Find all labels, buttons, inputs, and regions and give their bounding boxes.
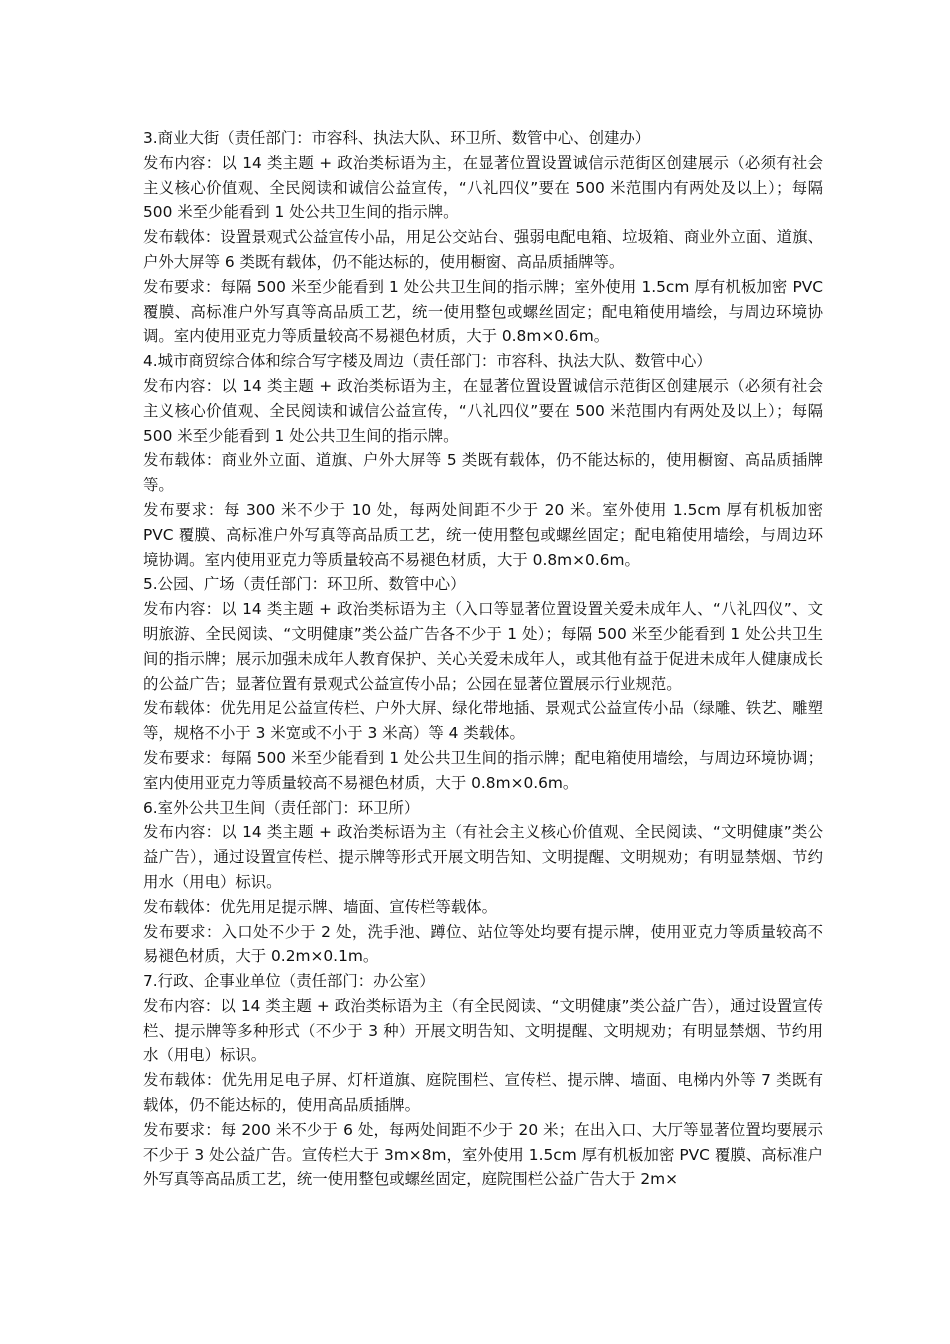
- section-6-heading: 6.室外公共卫生间（责任部门：环卫所）: [143, 798, 420, 817]
- section-3-requirement: 发布要求：每隔 500 米至少能看到 1 处公共卫生间的指示牌；室外使用 1.5cm 厚有机板加密 PVC 覆膜、高标准户外写真等高品质工艺，统一使用整包或螺丝固定；配电箱使用墙绘，与周边环境协调。室内使用亚克力等质量较高不易褪色材质，大于 0.8m×0.6m。: [143, 277, 823, 346]
- document-page: [143, 126, 823, 1192]
- section-4-carrier: 发布载体：商业外立面、道旗、户外大屏等 5 类既有载体，仍不能达标的，使用橱窗、高品质插牌等。: [143, 451, 823, 495]
- section-7-requirement: 发布要求：每 200 米不少于 6 处，每两处间距不少于 20 米；在出入口、大厅等显著位置均要展示不少于 3 处公益广告。宣传栏大于 3m×8m，室外使用 1.5cm 厚有机板加密 PVC 覆膜、高标准户外写真等高品质工艺，统一使用整包或螺丝固定，庭院围栏公益广告大于 2m×: [143, 1120, 823, 1189]
- section-7-carrier: 发布载体：优先用足电子屏、灯杆道旗、庭院围栏、宣传栏、提示牌、墙面、电梯内外等 7 类既有载体，仍不能达标的，使用高品质插牌。: [143, 1071, 823, 1115]
- section-5-carrier: 发布载体：优先用足公益宣传栏、户外大屏、绿化带地插、景观式公益宣传小品（绿雕、铁艺、雕塑等，规格不小于 3 米宽或不小于 3 米高）等 4 类载体。: [143, 699, 823, 743]
- section-6-carrier: 发布载体：优先用足提示牌、墙面、宣传栏等载体。: [143, 897, 497, 916]
- section-3-content: 发布内容：以 14 类主题 + 政治类标语为主，在显著位置设置诚信示范街区创建展示（必须有社会主义核心价值观、全民阅读和诚信公益宣传，“八礼四仪”要在 500 米范围内有两处及以上）；每隔 500 米至少能看到 1 处公共卫生间的指示牌。: [143, 153, 823, 222]
- section-7-heading: 7.行政、企事业单位（责任部门：办公室）: [143, 972, 435, 991]
- section-5-heading: 5.公园、广场（责任部门：环卫所、数管中心）: [143, 575, 466, 594]
- section-4-content: 发布内容：以 14 类主题 + 政治类标语为主，在显著位置设置诚信示范街区创建展示（必须有社会主义核心价值观、全民阅读和诚信公益宣传，“八礼四仪”要在 500 米范围内有两处及以上）；每隔 500 米至少能看到 1 处公共卫生间的指示牌。: [143, 376, 823, 445]
- section-5-requirement: 发布要求：每隔 500 米至少能看到 1 处公共卫生间的指示牌；配电箱使用墙绘，与周边环境协调；室内使用亚克力等质量较高不易褪色材质，大于 0.8m×0.6m。: [143, 748, 823, 792]
- section-4-heading: 4.城市商贸综合体和综合写字楼及周边（责任部门：市容科、执法大队、数管中心）: [143, 352, 712, 371]
- section-7-content: 发布内容：以 14 类主题 + 政治类标语为主（有全民阅读、“文明健康”类公益广告），通过设置宣传栏、提示牌等多种形式（不少于 3 种）开展文明告知、文明提醒、文明规劝；有明显禁烟、节约用水（用电）标识。: [143, 996, 823, 1065]
- section-3-heading: 3.商业大街（责任部门：市容科、执法大队、环卫所、数管中心、创建办）: [143, 129, 651, 147]
- section-4-requirement: 发布要求：每 300 米不少于 10 处，每两处间距不少于 20 米。室外使用 1.5cm 厚有机板加密 PVC 覆膜、高标准户外写真等高品质工艺，统一使用整包或螺丝固定；配电箱使用墙绘，与周边环境协调。室内使用亚克力等质量较高不易褪色材质，大于 0.8m×0.6m。: [143, 500, 823, 569]
- section-6-content: 发布内容：以 14 类主题 + 政治类标语为主（有社会主义核心价值观、全民阅读、“文明健康”类公益广告），通过设置宣传栏、提示牌等形式开展文明告知、文明提醒、文明规劝；有明显禁烟、节约用水（用电）标识。: [143, 823, 823, 891]
- section-6-requirement: 发布要求：入口处不少于 2 处，洗手池、蹲位、站位等处均要有提示牌，使用亚克力等质量较高不易褪色材质，大于 0.2m×0.1m。: [143, 922, 823, 966]
- section-5-content: 发布内容：以 14 类主题 + 政治类标语为主（入口等显著位置设置关爱未成年人、“八礼四仪”、文明旅游、全民阅读、“文明健康”类公益广告各不少于 1 处）；每隔 500 米至少能看到 1 处公共卫生间的指示牌；展示加强未成年人教育保护、关心关爱未成年人，或其他有益于促进未成年人健康成长的公益广告；显著位置有景观式公益宣传小品；公园在显著位置展示行业规范。: [143, 600, 823, 693]
- section-3-carrier: 发布载体：设置景观式公益宣传小品，用足公交站台、强弱电配电箱、垃圾箱、商业外立面、道旗、户外大屏等 6 类既有载体，仍不能达标的，使用橱窗、高品质插牌等。: [143, 228, 823, 271]
